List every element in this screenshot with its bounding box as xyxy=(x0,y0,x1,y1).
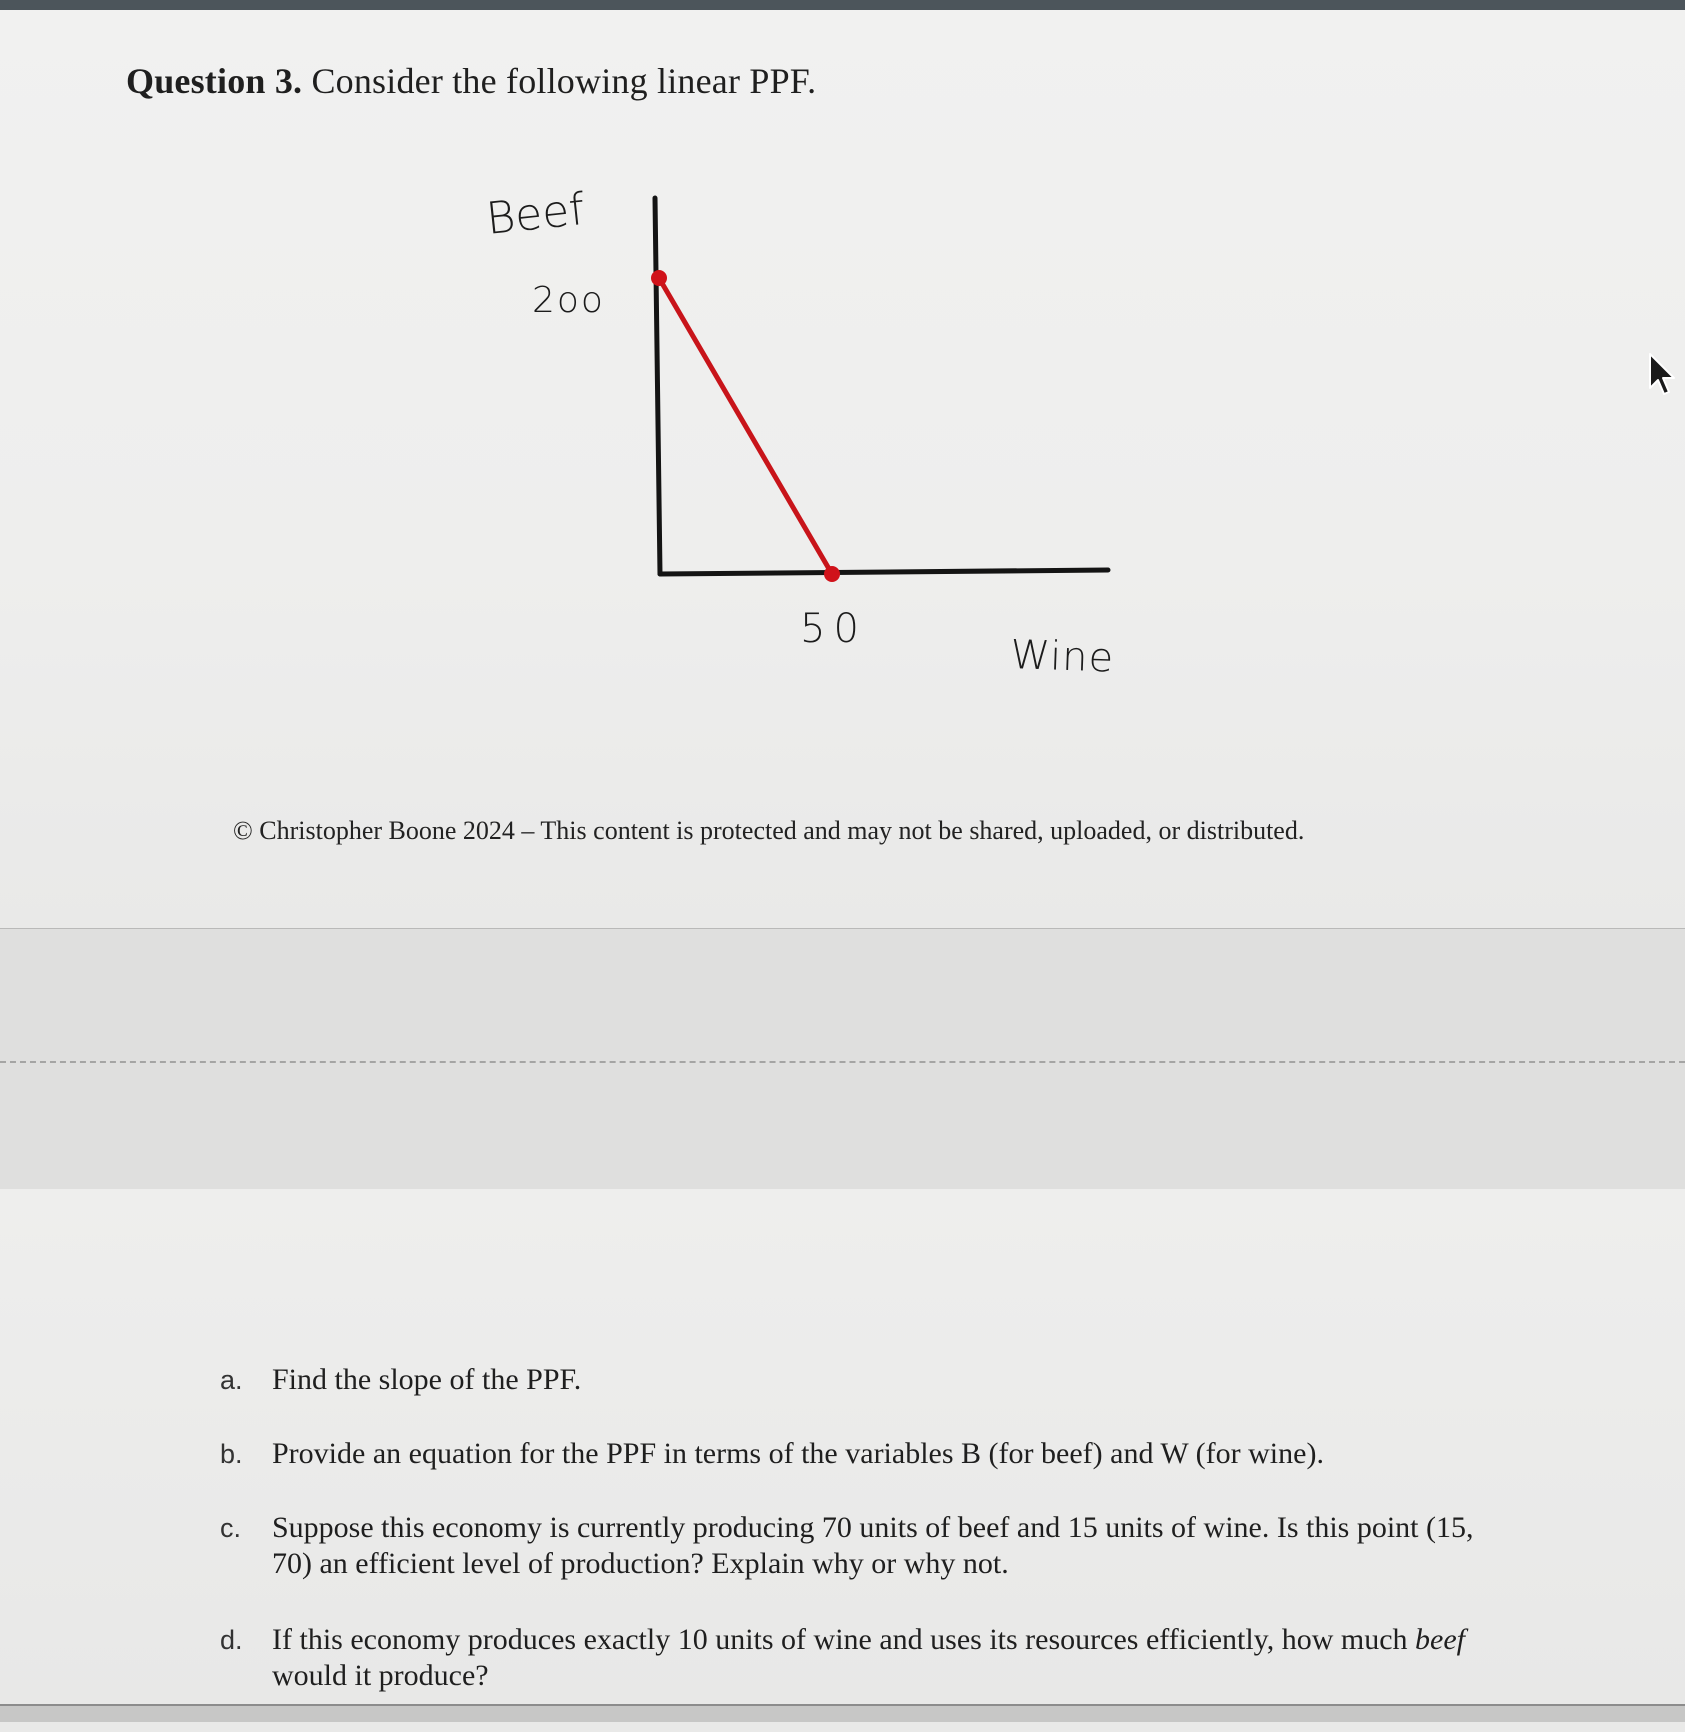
part-letter: a. xyxy=(220,1365,243,1395)
x-tick-label: 50 xyxy=(800,606,867,652)
top-border-strip xyxy=(0,0,1685,10)
question-number: Question 3. xyxy=(126,61,303,101)
part-text xyxy=(272,1623,1465,1692)
x-axis-label: Wine xyxy=(1009,632,1115,682)
part-letter: b. xyxy=(220,1439,243,1469)
ppf-point-beef-intercept xyxy=(651,270,667,286)
part-text-after: would it produce? xyxy=(272,1659,489,1692)
y-tick-label: 2oo xyxy=(532,280,605,321)
x-axis xyxy=(660,570,1108,574)
part-text-emphasis: beef xyxy=(1415,1623,1466,1656)
question-part-d xyxy=(220,1622,1480,1694)
bottom-edge xyxy=(0,1704,1685,1722)
question-title xyxy=(126,60,816,102)
y-axis-label: Beef xyxy=(483,183,588,245)
question-part-b xyxy=(220,1436,1480,1472)
copyright-notice: © Christopher Boone 2024 – This content is protected and may not be shared, uploaded, or distributed. xyxy=(233,816,1305,845)
ppf-point-wine-intercept xyxy=(824,566,840,582)
part-text: Suppose this economy is currently producing 70 units of beef and 15 units of wine. Is this point (15, 70) an efficient level of production? Explain why or why not. xyxy=(272,1511,1474,1580)
part-letter: c. xyxy=(220,1513,242,1543)
separator-band xyxy=(0,928,1685,1190)
part-letter: d. xyxy=(220,1625,243,1655)
ppf-chart xyxy=(470,150,1150,710)
question-parts-list xyxy=(220,1362,1480,1732)
ppf-line xyxy=(659,278,832,574)
part-text-before: If this economy produces exactly 10 units of wine and uses its resources efficiently, how much xyxy=(272,1623,1416,1656)
question-prompt: Consider the following linear PPF. xyxy=(311,61,817,101)
dashed-divider xyxy=(0,1061,1685,1063)
y-axis xyxy=(655,198,660,574)
mouse-cursor-icon xyxy=(1648,352,1678,398)
part-text: Provide an equation for the PPF in terms of the variables B (for beef) and W (for wine). xyxy=(272,1437,1324,1470)
question-part-c xyxy=(220,1510,1480,1582)
question-part-a xyxy=(220,1362,1480,1398)
part-text: Find the slope of the PPF. xyxy=(272,1363,582,1396)
